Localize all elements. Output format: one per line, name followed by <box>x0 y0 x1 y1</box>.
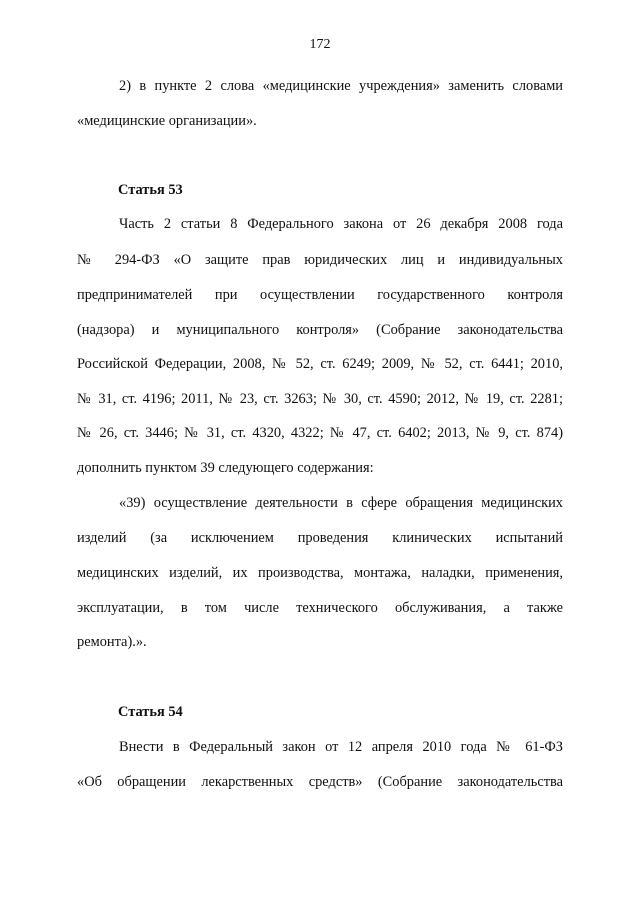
amendment-item-2-line-2: «медицинские организации». <box>77 113 257 129</box>
paragraph-line: Российской Федерации, 2008, № 52, ст. 6249; 2009, № 52, ст. 6441; 2010, <box>77 356 563 372</box>
paragraph-line: Часть 2 статьи 8 Федерального закона от 26 декабря 2008 года <box>119 216 563 232</box>
paragraph-line: «39) осуществление деятельности в сфере обращения медицинских <box>119 495 563 511</box>
paragraph-line: изделий (за исключением проведения клинических испытаний <box>77 530 563 546</box>
paragraph-line: Внести в Федеральный закон от 12 апреля 2010 года № 61-ФЗ <box>119 739 563 755</box>
paragraph-line: № 26, ст. 3446; № 31, ст. 4320, 4322; № 47, ст. 6402; 2013, № 9, ст. 874) <box>77 425 563 441</box>
article-53-heading: Статья 53 <box>118 182 183 198</box>
paragraph-line: предпринимателей при осуществлении государственного контроля <box>77 287 563 303</box>
paragraph-line: № 31, ст. 4196; 2011, № 23, ст. 3263; № 30, ст. 4590; 2012, № 19, ст. 2281; <box>77 391 563 407</box>
amendment-item-2-line-1: 2) в пункте 2 слова «медицинские учреждения» заменить словами <box>119 78 563 94</box>
paragraph-line: № 294-ФЗ «О защите прав юридических лиц и индивидуальных <box>77 252 563 268</box>
paragraph-line: «Об обращении лекарственных средств» (Собрание законодательства <box>77 774 563 790</box>
paragraph-line: ремонта).». <box>77 634 147 650</box>
article-54-heading: Статья 54 <box>118 704 183 720</box>
paragraph-line: медицинских изделий, их производства, монтажа, наладки, применения, <box>77 565 563 581</box>
paragraph-line: эксплуатации, в том числе технического обслуживания, а также <box>77 600 563 616</box>
paragraph-line: (надзора) и муниципального контроля» (Собрание законодательства <box>77 322 563 338</box>
paragraph-line: дополнить пунктом 39 следующего содержания: <box>77 460 374 476</box>
page-number: 172 <box>309 37 331 52</box>
